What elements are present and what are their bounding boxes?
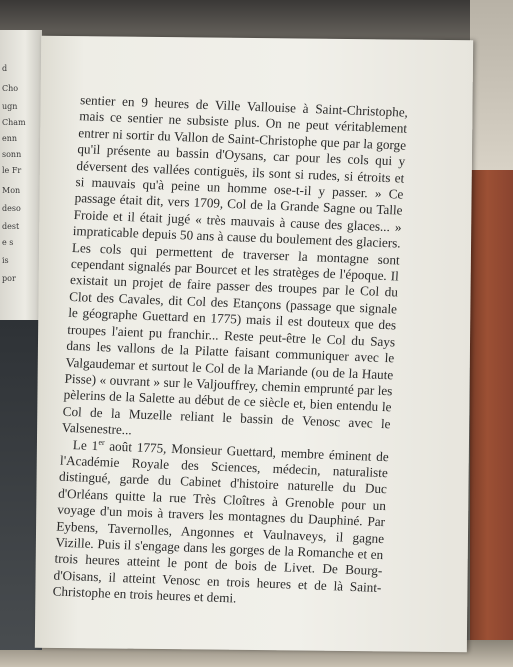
- wooden-table-edge: [470, 170, 513, 667]
- book-page: [35, 36, 473, 652]
- left-page-fragment: sonn: [2, 150, 22, 159]
- left-page-fragment: Cho: [2, 84, 19, 93]
- left-page-fragment: deso: [2, 204, 21, 213]
- paragraph-2: [52, 436, 389, 612]
- left-page-fragment: Mon: [2, 186, 21, 195]
- background-right: [470, 0, 513, 170]
- page-body: [52, 92, 408, 612]
- left-page-fragment: ugn: [2, 102, 18, 111]
- paragraph-2-sup: er: [98, 437, 105, 447]
- left-page-fragment: Cham: [2, 118, 26, 127]
- left-page-fragment: e s: [2, 238, 14, 247]
- paragraph-1: sentier en 9 heures de Ville Vallouise à Saint-Christophe, mais ce sentier ne subsiste plus. On ne peut véritablement entrer ni sortir du Vallon de Saint-Christophe que par la gorge qu'il présente au bassin d'Oysans, car pour les cols qui y déversent des vallées contiguës, ils sont si rudes, si étroits et si mauvais qu'à peine un homme ose-t-il y passer. » Ce passage était dit, vers 1709, Col de la Grande Sagne ou Talle Froide et il était jugé « très mauvais à cause des glaces... » impraticable depuis 50 ans à cause du boulement des glaciers. Les cols qui permettent de traverser la montagne sont cependant signalés par Bourcet et les stratèges de l'époque. Il existait un projet de faire passer des troupes par le Col du Clot des Cavales, dit Col des Etançons (passage que signale le géographe Guettard en 1775) mais il est douteux que des troupes l'aient pu franchir... Reste peut-être le Col du Says dans les vallons de la Pilatte faisant communiquer avec le Valgaudemar et surtout le Col de la Mariande (ou de la Haute Pisse) « ouvrant » sur le Valjouffrey, chemin emprunté par les pèlerins de la Salette au début de ce siècle et, bien entendu le Col de la Muzelle reliant le bassin de Venosc avec le Valsenestre...: [61, 92, 409, 438]
- paragraph-2-lead: Le 1: [72, 436, 99, 453]
- left-page-fragment: d: [2, 64, 8, 73]
- left-page-fragment: por: [2, 274, 16, 283]
- left-page-fragment: le Fr: [2, 166, 22, 175]
- left-page-fragment: is: [2, 256, 9, 265]
- paragraph-2-text: août 1775, Monsieur Guettard, membre éminent de l'Académie Royale des Sciences, médecin, naturaliste distingué, garde du Cabinet d'histoire naturelle du Duc d'Orléans quitte la rue Très Cloîtres à Grenoble pour un voyage d'un mois à travers les montagnes du Dauphiné. Par Eybens, Tavernolles, Angonnes et Vaulnaveys, il gagne Vizille. Puis il s'engage dans les gorges de la Romanche et en trois heures atteint le pont de bois de Livet. De Bourg-d'Oisans, il atteint Venosc en trois heures et de là Saint-Christophe en trois heures et demi.: [52, 437, 390, 606]
- left-page-fragment: dest: [2, 222, 20, 231]
- left-page-fragment: enn: [2, 134, 18, 143]
